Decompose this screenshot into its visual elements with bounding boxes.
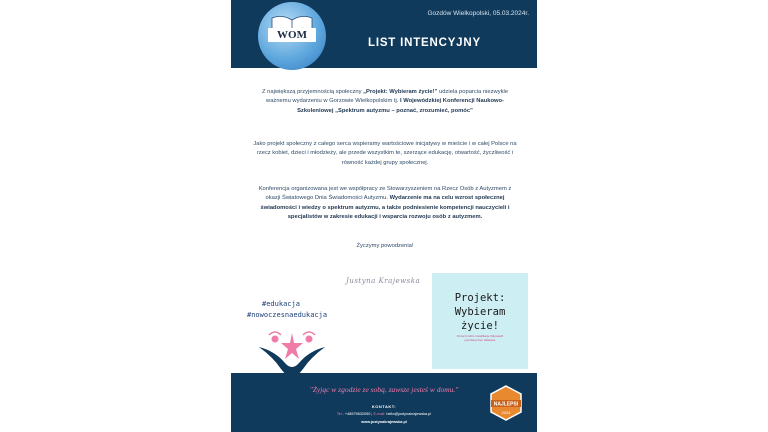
project-promo-tile xyxy=(432,273,528,369)
project-name: „Projekt: Wybieram życie!” xyxy=(363,89,438,95)
page-title: LIST INTENCYJNY xyxy=(368,37,481,49)
contact-heading: KONTAKT: xyxy=(371,404,397,409)
email-link[interactable]: hello@justynakrajewska.pl xyxy=(386,412,432,416)
intro-text-a: Z największą przyjemnością społeczny xyxy=(261,89,364,95)
phone-link[interactable]: +48579832050 xyxy=(344,412,371,416)
wom-logo xyxy=(258,2,326,70)
hashtag[interactable]: #edukacja xyxy=(262,300,300,308)
conference-text: Konferencja organizowana jest we współpracy ze Stowarzyszeniem na Rzecz Osób z Autyzmem z okazji Światowego Dnia Świadomości Autyzmu. xyxy=(258,186,512,202)
badge-year: 2024 xyxy=(501,410,511,415)
emblem-icon xyxy=(255,325,329,379)
intro-text-c: udziela poparcia niezwykle ważnemu wydarzeniu w Gorzowie Wielkopolskim tj. xyxy=(266,89,509,105)
promo-small-text: Pomocni ludzie i kwalifikacje Odpowiedź psychiatryczna i dialektyka xyxy=(456,335,504,342)
paragraph-support: Jako projekt społeczny z całego serca wspieramy wartościowe inicjatywy w mieście i w całej Polsce na rzecz kobiet, dzieci i młodzieży, ale przede wszystkim te, szerzące edukację, otwartość, życzliwość i równość każdej grupy społecznej. xyxy=(253,141,517,166)
promo-line: Projekt: xyxy=(454,292,506,304)
footer-banner xyxy=(231,373,537,432)
promo-title xyxy=(432,291,528,333)
badge-label: NAJLEPSI xyxy=(493,401,519,408)
hashtags xyxy=(247,299,327,321)
paragraph-intro xyxy=(253,88,517,116)
promo-line: Wybieram xyxy=(454,306,506,318)
closing-wishes: Życzymy powodzenia! xyxy=(356,243,414,249)
website-link[interactable]: www.justynakrajewska.pl xyxy=(361,420,407,424)
letter-page xyxy=(231,0,537,432)
email-label: | E-mail: xyxy=(370,412,387,416)
footer-quote: "Żyjąc w zgodzie ze sobą, zawsze jesteś w domu." xyxy=(309,385,459,394)
hashtag[interactable]: #nowoczesnaedukacja xyxy=(247,311,328,319)
promo-line: życie! xyxy=(461,320,499,332)
award-badge-icon xyxy=(488,385,524,421)
logo-text: WOM xyxy=(268,28,316,42)
letter-date: Gozdów Wielkopolski, 05.03.2024r. xyxy=(427,10,529,17)
phone-label: Tel.: xyxy=(336,412,345,416)
header-banner xyxy=(231,0,537,68)
signature: Justyna Krajewska xyxy=(346,277,421,285)
conference-goal: Wydarzenie ma na celu wzrost społecznej świadomości i wiedzy o spektrum autyzmu, a także podniesienie kompetencji nauczycieli i specjalistów w zakresie edukacji i wsparcia rozwoju osób z autyzmem. xyxy=(260,195,510,220)
paragraph-conference xyxy=(253,185,517,222)
conference-name: I Wojewódzkiej Konferencji Naukowo-Szkoleniowej „Spektrum autyzmu – poznać, zrozumieć, pomóc” xyxy=(297,98,504,114)
